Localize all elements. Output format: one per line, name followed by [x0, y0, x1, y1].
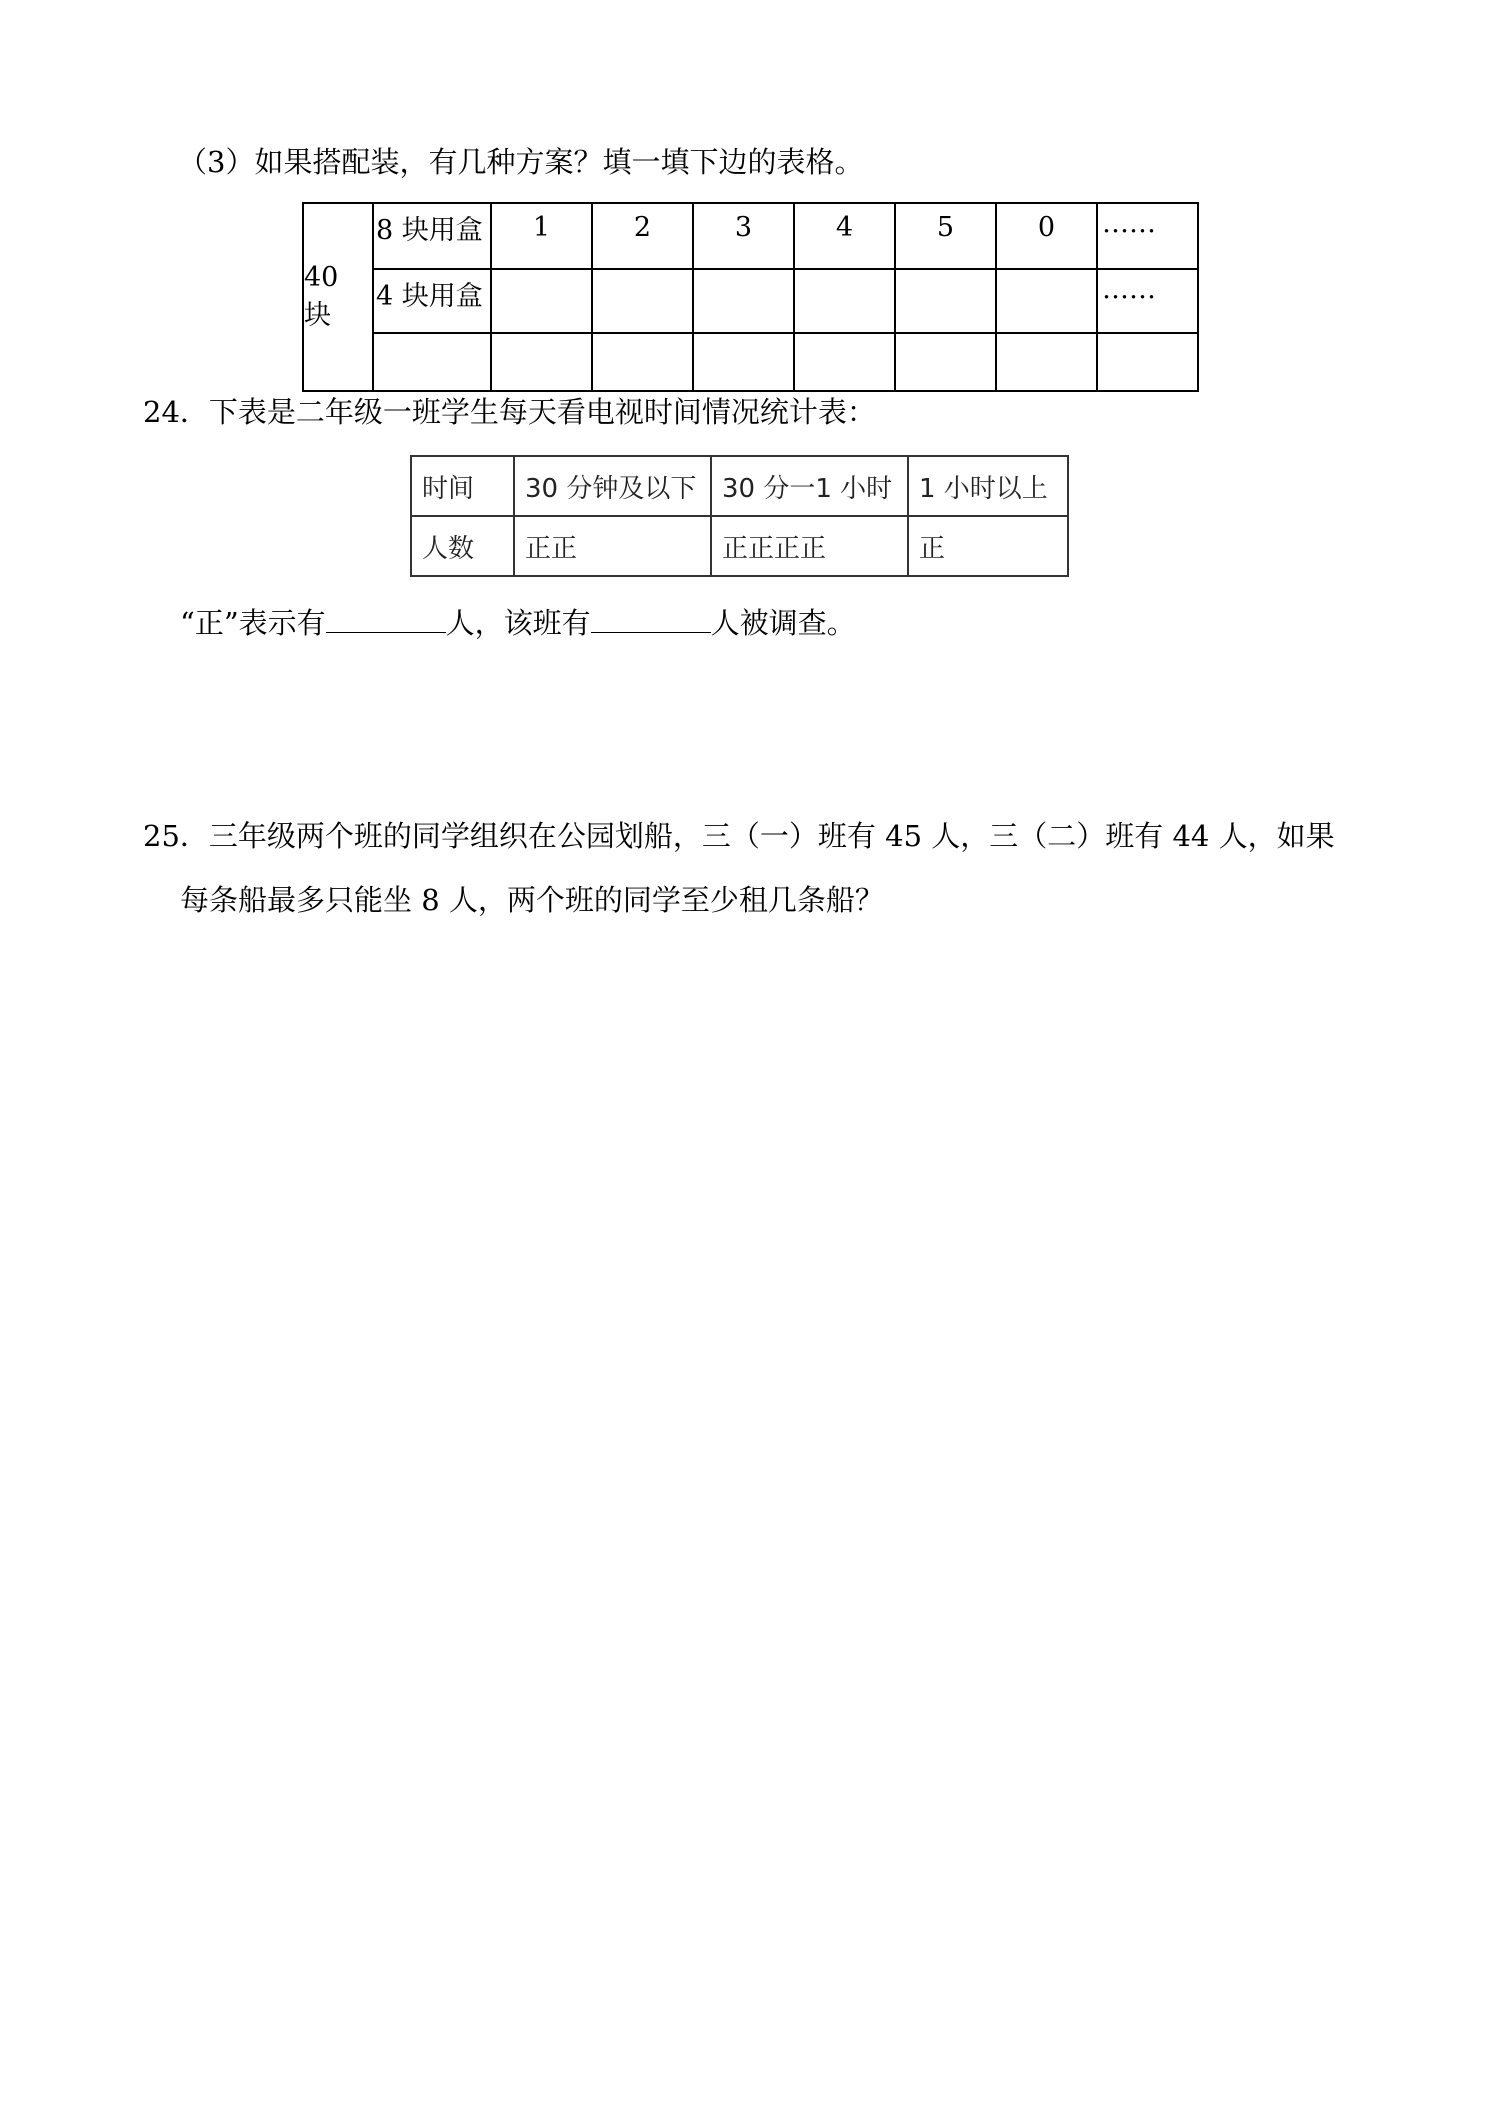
tally-cell: 正正正正 — [711, 516, 908, 576]
row1-cell: 3 — [693, 203, 794, 269]
q24-text: 下表是二年级一班学生每天看电视时间情况统计表： — [208, 395, 876, 429]
row2-cell[interactable] — [491, 269, 592, 333]
row2-cell[interactable] — [895, 269, 996, 333]
row3-cell[interactable] — [491, 333, 592, 391]
tv-time-table — [410, 455, 1069, 577]
row2-cell[interactable] — [693, 269, 794, 333]
row1-cell: 4 — [794, 203, 895, 269]
row3-cell[interactable] — [693, 333, 794, 391]
q25-number: 25． — [143, 819, 209, 853]
row2-cell[interactable] — [996, 269, 1097, 333]
header-cell: 1 小时以上 — [908, 456, 1068, 516]
q24-fill-line — [180, 602, 856, 643]
row1-cell: 1 — [491, 203, 592, 269]
q25-line2: 每条船最多只能坐 8 人，两个班的同学至少租几条船？ — [180, 883, 884, 917]
q24-line — [143, 392, 876, 432]
row1-cell: …… — [1097, 203, 1198, 269]
row1-cell: 5 — [895, 203, 996, 269]
answer-blank[interactable] — [326, 602, 446, 633]
row2-label: 4 块用盒 — [373, 269, 491, 333]
row3-cell[interactable] — [1097, 333, 1198, 391]
row2-cell: …… — [1097, 269, 1198, 333]
packing-plan-table — [302, 202, 1199, 392]
row3-cell[interactable] — [895, 333, 996, 391]
row3-cell[interactable] — [592, 333, 693, 391]
row3-cell[interactable] — [794, 333, 895, 391]
answer-blank[interactable] — [591, 602, 711, 633]
q24-number: 24． — [143, 395, 209, 429]
fill-text: 人，该班有 — [445, 606, 591, 640]
part3-question: （3）如果搭配装，有几种方案？填一填下边的表格。 — [178, 145, 864, 179]
tally-cell: 正正 — [514, 516, 711, 576]
fill-text: 人被调查。 — [710, 606, 856, 640]
fill-text: “正”表示有 — [180, 606, 326, 640]
group-label: 40 块 — [303, 203, 373, 391]
tally-cell: 正 — [908, 516, 1068, 576]
row1-cell: 0 — [996, 203, 1097, 269]
header-cell: 30 分钟及以下 — [514, 456, 711, 516]
row2-cell[interactable] — [592, 269, 693, 333]
row-label: 人数 — [411, 516, 514, 576]
row3-cell[interactable] — [373, 333, 491, 391]
row3-cell[interactable] — [996, 333, 1097, 391]
row1-label: 8 块用盒 — [373, 203, 491, 269]
q25-line1 — [143, 816, 1335, 856]
row2-cell[interactable] — [794, 269, 895, 333]
header-cell: 时间 — [411, 456, 514, 516]
q25-text: 三年级两个班的同学组织在公园划船，三（一）班有 45 人，三（二）班有 44 人，如果 — [208, 819, 1335, 853]
row1-cell: 2 — [592, 203, 693, 269]
header-cell: 30 分一1 小时 — [711, 456, 908, 516]
